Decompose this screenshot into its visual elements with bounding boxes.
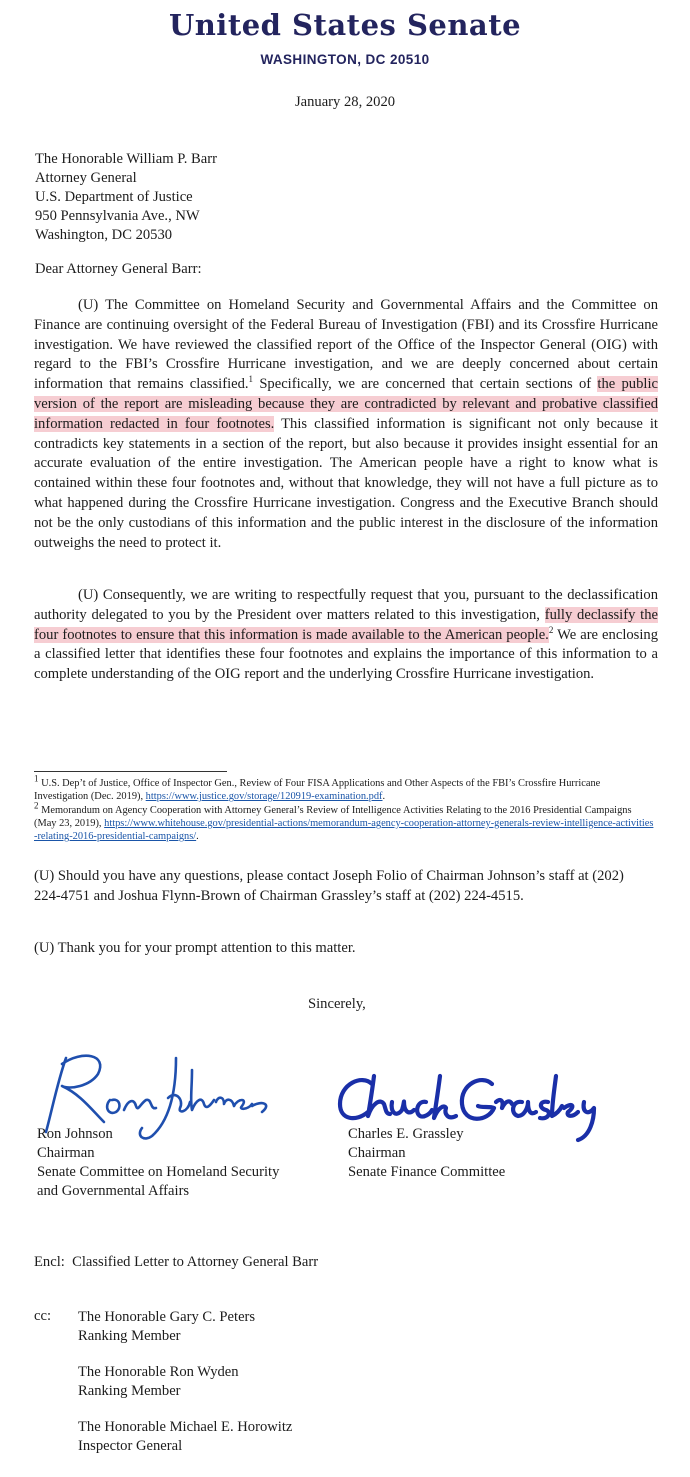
paragraph-text: (U) Consequently, we are writing to respectfully request that you, pursuant to the declassification authority delegated to you by the President over matters related to this investigation, bbox=[34, 587, 658, 623]
cc-title: Ranking Member bbox=[78, 1383, 181, 1399]
recipient-line: Attorney General bbox=[35, 170, 137, 186]
cc-title: Ranking Member bbox=[78, 1328, 181, 1344]
letterhead-title bbox=[0, 8, 690, 42]
footnote-ref: 1 bbox=[248, 374, 254, 385]
signatory-committee: Senate Committee on Homeland Security bbox=[37, 1164, 280, 1180]
paragraph-text: This classified information is significant not only because it contradicts key statements in a section of the report, but also because it provides insight essential for an accurate evaluation of the entire investigation. The American people have a right to know what is contained within these four footnotes and, without that knowledge, they will not have a full picture as to what happened during the Crossfire Hurricane investigation. Congress and the Executive Branch should not be the only custodians of this information and the public interest in the disclosure of the information outweighs the need to protect it. bbox=[34, 415, 658, 551]
paragraph-text: (U) Thank you for your prompt attention to this matter. bbox=[34, 940, 356, 956]
paragraph-text: We are enclosing a classified letter that identifies these four footnotes and explains the importance of this information to a complete understanding of the OIG report and the underlying Crossfire Hurricane investigation. bbox=[34, 626, 658, 683]
closing: Sincerely, bbox=[308, 996, 366, 1012]
footnote-text: . bbox=[196, 831, 199, 843]
footnote-2 bbox=[34, 800, 654, 844]
letterhead-city: WASHINGTON, DC 20510 bbox=[260, 52, 430, 67]
letterhead-title-text: United States Senate bbox=[168, 8, 522, 42]
paragraph-text: Specifically, we are concerned that certain sections of bbox=[253, 376, 598, 393]
paragraph-text: (U) Should you have any questions, please contact Joseph Folio of Chairman Johnson’s staff at (202) 224-4751 and Joshua Flynn-Brown of Chairman Grassley’s staff at (202) 224-4515. bbox=[34, 868, 624, 904]
footnote-link[interactable]: https://www.whitehouse.gov/presidential-actions/memorandum-agency-cooperation-attorney-generals-review-intelligence-activities-relating-2016-presidential-campaigns/ bbox=[34, 817, 654, 843]
signatory-johnson bbox=[37, 1125, 279, 1201]
body-paragraph-4 bbox=[34, 939, 654, 959]
recipient-line: Washington, DC 20530 bbox=[35, 227, 173, 243]
enclosure-text: Classified Letter to Attorney General Barr bbox=[72, 1254, 319, 1270]
footnote-divider bbox=[34, 771, 227, 772]
body-paragraph-3 bbox=[34, 867, 654, 907]
footnote-number: 2 bbox=[34, 800, 39, 811]
enclosure-label: Encl: bbox=[34, 1254, 65, 1270]
body-paragraph-1 bbox=[34, 296, 658, 553]
recipient-line: The Honorable William P. Barr bbox=[35, 151, 217, 167]
highlighted-text: fully declassify the four footnotes to ensure that this information is made available to the American people. bbox=[34, 606, 658, 643]
cc-recipient bbox=[78, 1308, 255, 1346]
cc-name: The Honorable Ron Wyden bbox=[78, 1364, 239, 1380]
signatory-grassley bbox=[348, 1125, 505, 1182]
paragraph-text: (U) The Committee on Homeland Security and Governmental Affairs and the Committee on Finance are continuing oversight of the Federal Bureau of Investigation (FBI) and its Crossfire Hurricane investigation. We have reviewed the classified report of the Office of the Inspector General (OIG) with regard to the FBI’s Crossfire Hurricane investigation, and we are deeply concerned about certain information that remains classified. bbox=[34, 297, 658, 393]
cc-name: The Honorable Gary C. Peters bbox=[78, 1309, 256, 1325]
footnote-ref: 2 bbox=[548, 624, 554, 635]
footnote-number: 1 bbox=[34, 773, 39, 784]
footnote-text: Memorandum on Agency Cooperation with Attorney General’s Review of Intelligence Activities Relating to the 2016 Presidential Campaigns (May 23, 2019), bbox=[34, 804, 632, 829]
footnote-link[interactable]: https://www.justice.gov/storage/120919-examination.pdf bbox=[145, 791, 383, 803]
recipient-line: U.S. Department of Justice bbox=[35, 189, 193, 205]
signatory-title: Chairman bbox=[348, 1145, 406, 1161]
recipient-address bbox=[35, 150, 217, 245]
cc-label: cc: bbox=[34, 1308, 52, 1324]
cc-recipient bbox=[78, 1363, 239, 1401]
letter-date: January 28, 2020 bbox=[294, 94, 396, 110]
enclosure-line bbox=[34, 1254, 318, 1271]
recipient-line: 950 Pennsylvania Ave., NW bbox=[35, 208, 200, 224]
salutation: Dear Attorney General Barr: bbox=[35, 261, 202, 277]
footnote-text: . bbox=[382, 791, 386, 803]
footnote-1 bbox=[34, 773, 654, 804]
footnote-text: U.S. Dep’t of Justice, Office of Inspector Gen., Review of Four FISA Applications and Other Aspects of the FBI’s Crossfire Hurricane Investigation (Dec. 2019), bbox=[34, 778, 601, 803]
cc-name: The Honorable Michael E. Horowitz bbox=[78, 1419, 293, 1435]
signatory-name: Charles E. Grassley bbox=[348, 1126, 464, 1142]
cc-title: Inspector General bbox=[78, 1438, 183, 1454]
signatory-title: Chairman bbox=[37, 1145, 95, 1161]
signatory-committee: and Governmental Affairs bbox=[37, 1183, 190, 1199]
highlighted-text: the public version of the report are misleading because they are contradicted by relevant and probative classified information redacted in four footnotes. bbox=[34, 376, 658, 432]
cc-recipient bbox=[78, 1418, 292, 1456]
body-paragraph-2 bbox=[34, 586, 658, 685]
signatory-committee: Senate Finance Committee bbox=[348, 1164, 506, 1180]
footnotes bbox=[34, 773, 654, 843]
signatory-name: Ron Johnson bbox=[37, 1126, 113, 1142]
